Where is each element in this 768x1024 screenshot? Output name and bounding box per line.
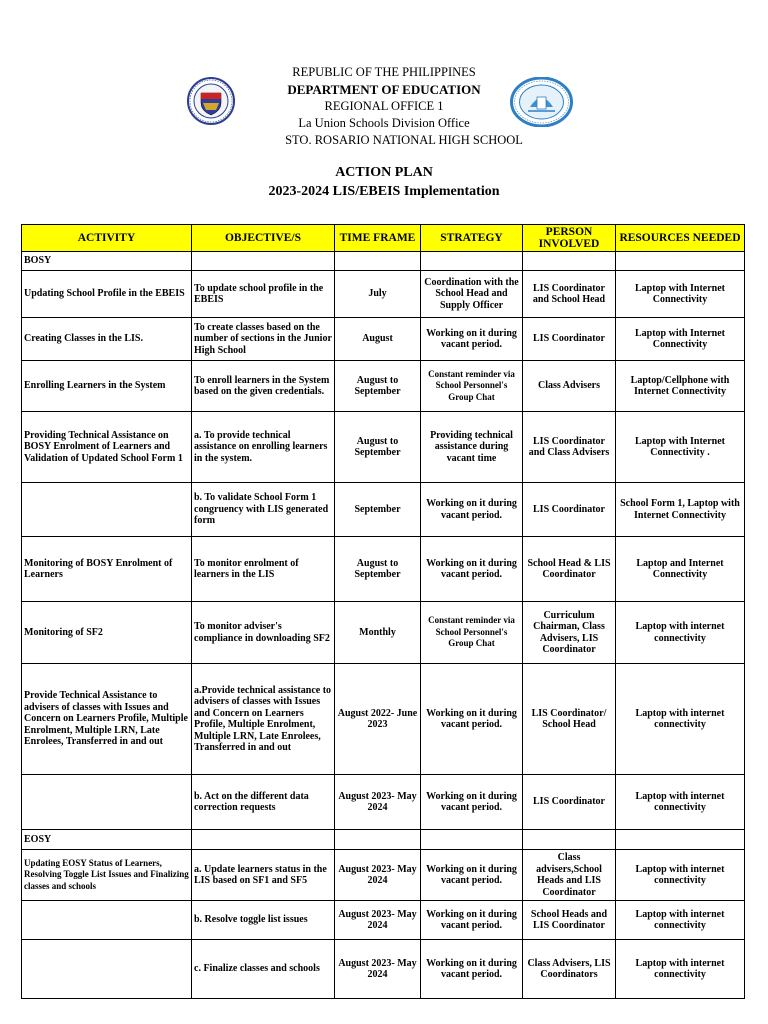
person-cell: LIS Coordinator and Class Advisers (523, 412, 616, 483)
activity-cell (22, 775, 192, 830)
column-header: RESOURCES NEEDED (616, 225, 745, 252)
strategy-cell: Working on it during vacant period. (421, 664, 523, 775)
table-row (22, 850, 745, 901)
resources-cell: Laptop and Internet Connectivity (616, 537, 745, 602)
table-row (22, 901, 745, 940)
table-header-row (22, 225, 745, 252)
strategy-cell: Working on it during vacant period. (421, 850, 523, 901)
activity-cell: Enrolling Learners in the System (22, 361, 192, 412)
resources-cell: Laptop with Internet Connectivity (616, 318, 745, 361)
objective-cell: To create classes based on the number of sections in the Junior High School (192, 318, 335, 361)
activity-cell: Provide Technical Assistance to advisers of classes with Issues and Concern on Learners Profile, Multiple Enrolment, Multiple LRN, Late Enrolees, Transferred in and out (22, 664, 192, 775)
document-header (0, 64, 768, 154)
header-school: STO. ROSARIO NATIONAL HIGH SCHOOL (285, 133, 523, 147)
strategy-cell: Constant reminder via School Personnel's Group Chat (421, 361, 523, 412)
objective-cell: To enroll learners in the System based on the given credentials. (192, 361, 335, 412)
person-cell: LIS Coordinator/ School Head (523, 664, 616, 775)
header-division: La Union Schools Division Office (298, 116, 470, 130)
resources-cell: Laptop with internet connectivity (616, 940, 745, 999)
resources-cell: Laptop with internet connectivity (616, 850, 745, 901)
time-frame-cell: July (335, 271, 421, 318)
time-frame-cell: September (335, 483, 421, 537)
time-frame-cell: Monthly (335, 602, 421, 664)
time-frame-cell: August 2022- June 2023 (335, 664, 421, 775)
table-row (22, 664, 745, 775)
person-cell: LIS Coordinator (523, 318, 616, 361)
person-cell: LIS Coordinator (523, 483, 616, 537)
strategy-cell: Constant reminder via School Personnel's Group Chat (421, 602, 523, 664)
section-label: EOSY (22, 830, 192, 850)
person-cell: Class Advisers, LIS Coordinators (523, 940, 616, 999)
time-frame-cell: August to September (335, 361, 421, 412)
resources-cell: Laptop with internet connectivity (616, 602, 745, 664)
strategy-cell: Working on it during vacant period. (421, 775, 523, 830)
objective-cell: To monitor adviser's compliance in downloading SF2 (192, 602, 335, 664)
person-cell: LIS Coordinator and School Head (523, 271, 616, 318)
header-department: DEPARTMENT OF EDUCATION (287, 82, 481, 97)
table-row (22, 602, 745, 664)
column-header: ACTIVITY (22, 225, 192, 252)
strategy-cell: Working on it during vacant period. (421, 940, 523, 999)
resources-cell: Laptop with internet connectivity (616, 901, 745, 940)
time-frame-cell: August (335, 318, 421, 361)
person-cell: School Heads and LIS Coordinator (523, 901, 616, 940)
resources-cell: Laptop with internet connectivity (616, 775, 745, 830)
resources-cell: Laptop with Internet Connectivity . (616, 412, 745, 483)
column-header: PERSON INVOLVED (523, 225, 616, 252)
time-frame-cell: August 2023- May 2024 (335, 901, 421, 940)
activity-cell (22, 940, 192, 999)
time-frame-cell: August 2023- May 2024 (335, 850, 421, 901)
time-frame-cell: August to September (335, 412, 421, 483)
section-row (22, 830, 745, 850)
table-row (22, 361, 745, 412)
strategy-cell: Working on it during vacant period. (421, 901, 523, 940)
objective-cell: b. Act on the different data correction requests (192, 775, 335, 830)
objective-cell: b. Resolve toggle list issues (192, 901, 335, 940)
time-frame-cell: August 2023- May 2024 (335, 940, 421, 999)
strategy-cell: Coordination with the School Head and Supply Officer (421, 271, 523, 318)
time-frame-cell: August to September (335, 537, 421, 602)
person-cell: Curriculum Chairman, Class Advisers, LIS Coordinator (523, 602, 616, 664)
objective-cell: a.Provide technical assistance to advisers of classes with Issues and Concern on Learners Profile, Multiple Enrolment, Multiple LRN, Late Enrolees, Transferred in and out (192, 664, 335, 775)
person-cell: Class advisers,School Heads and LIS Coordinator (523, 850, 616, 901)
resources-cell: Laptop with internet connectivity (616, 664, 745, 775)
person-cell: School Head & LIS Coordinator (523, 537, 616, 602)
strategy-cell: Working on it during vacant period. (421, 318, 523, 361)
table-row (22, 318, 745, 361)
section-row (22, 252, 745, 271)
document-subtitle: 2023-2024 LIS/EBEIS Implementation (268, 184, 500, 199)
objective-cell: To monitor enrolment of learners in the LIS (192, 537, 335, 602)
activity-cell: Updating School Profile in the EBEIS (22, 271, 192, 318)
objective-cell: c. Finalize classes and schools (192, 940, 335, 999)
person-cell: LIS Coordinator (523, 775, 616, 830)
strategy-cell: Working on it during vacant period. (421, 537, 523, 602)
column-header: STRATEGY (421, 225, 523, 252)
table-row (22, 412, 745, 483)
column-header: TIME FRAME (335, 225, 421, 252)
strategy-cell: Providing technical assistance during vacant time (421, 412, 523, 483)
section-label: BOSY (22, 252, 192, 271)
objective-cell: a. To provide technical assistance on enrolling learners in the system. (192, 412, 335, 483)
resources-cell: Laptop with Internet Connectivity (616, 271, 745, 318)
activity-cell: Monitoring of SF2 (22, 602, 192, 664)
header-region: REGIONAL OFFICE 1 (324, 99, 444, 113)
activity-cell: Creating Classes in the LIS. (22, 318, 192, 361)
table-row (22, 483, 745, 537)
action-plan-table (21, 224, 745, 999)
column-header: OBJECTIVE/S (192, 225, 335, 252)
resources-cell: School Form 1, Laptop with Internet Connectivity (616, 483, 745, 537)
strategy-cell: Working on it during vacant period. (421, 483, 523, 537)
activity-cell (22, 483, 192, 537)
activity-cell (22, 901, 192, 940)
objective-cell: a. Update learners status in the LIS based on SF1 and SF5 (192, 850, 335, 901)
time-frame-cell: August 2023- May 2024 (335, 775, 421, 830)
table-row (22, 271, 745, 318)
table-row (22, 775, 745, 830)
activity-cell: Providing Technical Assistance on BOSY Enrolment of Learners and Validation of Updated School Form 1 (22, 412, 192, 483)
table-row (22, 940, 745, 999)
activity-cell: Monitoring of BOSY Enrolment of Learners (22, 537, 192, 602)
activity-cell: Updating EOSY Status of Learners, Resolving Toggle List Issues and Finalizing classes and schools (22, 850, 192, 901)
objective-cell: To update school profile in the EBEIS (192, 271, 335, 318)
header-republic: REPUBLIC OF THE PHILIPPINES (292, 65, 476, 79)
table-row (22, 537, 745, 602)
resources-cell: Laptop/Cellphone with Internet Connectivity (616, 361, 745, 412)
objective-cell: b. To validate School Form 1 congruency with LIS generated form (192, 483, 335, 537)
person-cell: Class Advisers (523, 361, 616, 412)
document-title: ACTION PLAN (335, 165, 433, 180)
